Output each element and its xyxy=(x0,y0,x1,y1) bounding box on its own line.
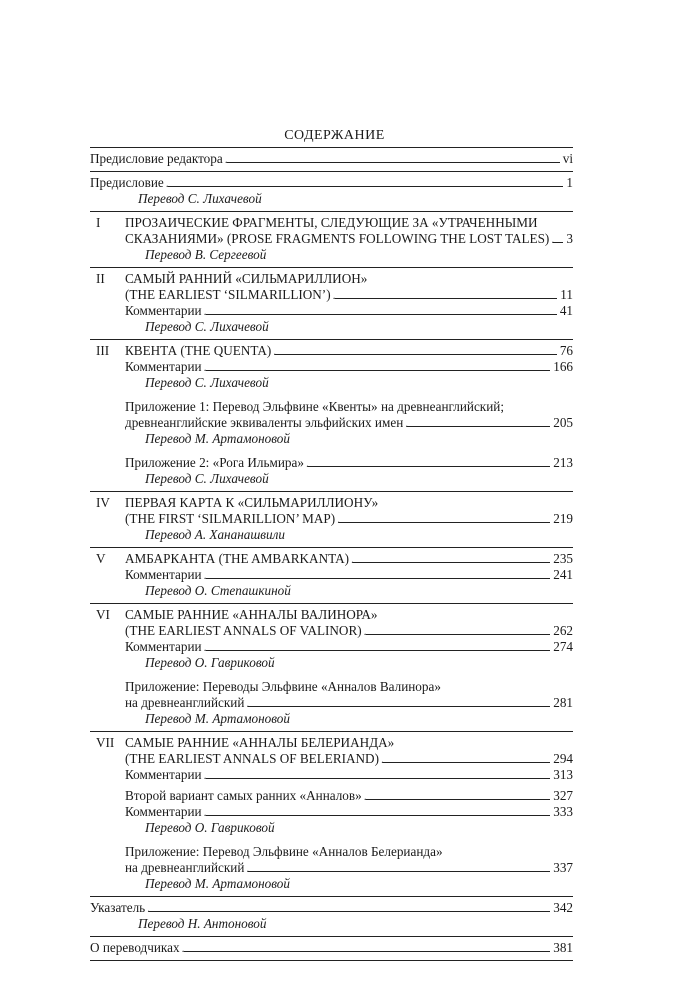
page-number: 41 xyxy=(559,303,573,318)
page-number: vi xyxy=(562,151,573,166)
appendix-title-cont: на древнеанглийский xyxy=(125,695,245,710)
section-number: I xyxy=(96,215,101,230)
dot-leader xyxy=(335,298,558,299)
page-number: 281 xyxy=(553,695,573,710)
toc-entry-translators xyxy=(90,937,573,960)
toc-section-5 xyxy=(90,548,573,603)
translator-credit: Перевод В. Сергеевой xyxy=(145,247,267,262)
dot-leader xyxy=(168,186,564,187)
section-number: VII xyxy=(96,735,115,750)
section-number: III xyxy=(96,343,110,358)
translator-credit: Перевод М. Артамоновой xyxy=(145,431,290,446)
translator-credit: Перевод С. Лихачевой xyxy=(145,319,269,334)
appendix-title-cont: на древнеанглийский xyxy=(125,860,245,875)
page-number: 333 xyxy=(553,804,573,819)
commentary-label: Комментарии xyxy=(125,567,202,582)
page-number: 76 xyxy=(559,343,573,358)
page-number: 235 xyxy=(553,551,573,566)
entry-label: Предисловие xyxy=(90,175,164,190)
dot-leader xyxy=(366,799,551,800)
section-number: IV xyxy=(96,495,110,510)
dot-leader xyxy=(206,578,551,579)
page-number: 381 xyxy=(553,940,573,955)
commentary-label: Комментарии xyxy=(125,359,202,374)
page-number: 294 xyxy=(553,751,573,766)
toc-section-6 xyxy=(90,604,573,731)
page-number: 219 xyxy=(553,511,573,526)
entry-title-cont: (THE EARLIEST ‘SILMARILLION’) xyxy=(125,287,331,302)
dot-leader xyxy=(553,242,563,243)
section-number: VI xyxy=(96,607,110,622)
dot-leader xyxy=(366,634,551,635)
page-number: 1 xyxy=(566,175,573,190)
toc-section-4 xyxy=(90,492,573,547)
page-number: 262 xyxy=(553,623,573,638)
dot-leader xyxy=(248,706,550,707)
page-number: 11 xyxy=(560,287,573,302)
dot-leader xyxy=(383,762,550,763)
entry-label: Предисловие редактора xyxy=(90,151,223,166)
page-title: СОДЕРЖАНИЕ xyxy=(284,128,385,143)
dot-leader xyxy=(227,162,560,163)
entry-title: САМЫЕ РАННИЕ «АННАЛЫ БЕЛЕРИАНДА» xyxy=(125,735,395,750)
toc-section-1 xyxy=(90,212,573,267)
page-number: 342 xyxy=(553,900,573,915)
appendix-title: Приложение 1: Перевод Эльфвине «Квенты» на древнеанглийский; xyxy=(125,399,504,414)
table-of-contents xyxy=(90,128,573,961)
toc-section-2 xyxy=(90,268,573,339)
dot-leader xyxy=(275,354,557,355)
entry-title-cont: (THE EARLIEST ANNALS OF BELERIAND) xyxy=(125,751,379,766)
toc-entry-index xyxy=(90,897,573,936)
toc-section-3 xyxy=(90,340,573,491)
page-number: 166 xyxy=(553,359,573,374)
page-number: 327 xyxy=(553,788,573,803)
dot-leader xyxy=(206,778,551,779)
page-number: 337 xyxy=(553,860,573,875)
section-number: V xyxy=(96,551,106,566)
section-number: II xyxy=(96,271,105,286)
commentary-label: Комментарии xyxy=(125,767,202,782)
appendix-title: Приложение: Переводы Эльфвине «Анналов Валинора» xyxy=(125,679,441,694)
toc-entry-preface xyxy=(90,172,573,211)
entry-label: О переводчиках xyxy=(90,940,180,955)
appendix-title: Приложение 2: «Рога Ильмира» xyxy=(125,455,304,470)
commentary-label: Комментарии xyxy=(125,303,202,318)
entry-title: САМЫЕ РАННИЕ «АННАЛЫ ВАЛИНОРА» xyxy=(125,607,378,622)
entry-title: ПРОЗАИЧЕСКИЕ ФРАГМЕНТЫ, СЛЕДУЮЩИЕ ЗА «УТРАЧЕННЫМИ xyxy=(125,215,538,230)
translator-credit: Перевод С. Лихачевой xyxy=(145,471,269,486)
translator-credit: Перевод С. Лихачевой xyxy=(145,375,269,390)
toc-section-7 xyxy=(90,732,573,896)
translator-credit: Перевод О. Гавриковой xyxy=(145,655,275,670)
translator-credit: Перевод О. Степашкиной xyxy=(145,583,291,598)
appendix-title-cont: древнеанглийские эквиваленты эльфийских имен xyxy=(125,415,404,430)
dot-leader xyxy=(308,466,550,467)
entry-label: Указатель xyxy=(90,900,146,915)
dot-leader xyxy=(407,426,550,427)
entry-title: САМЫЙ РАННИЙ «СИЛЬМАРИЛЛИОН» xyxy=(125,271,368,286)
commentary-label: Комментарии xyxy=(125,639,202,654)
page-number: 274 xyxy=(553,639,573,654)
page-number: 313 xyxy=(553,767,573,782)
translator-credit: Перевод Н. Антоновой xyxy=(138,916,267,931)
entry-title-cont: СКАЗАНИЯМИ» (PROSE FRAGMENTS FOLLOWING THE LOST TALES) xyxy=(125,231,550,246)
translator-credit: Перевод С. Лихачевой xyxy=(138,191,262,206)
entry-title: ПЕРВАЯ КАРТА К «СИЛЬМАРИЛЛИОНУ» xyxy=(125,495,379,510)
translator-credit: Перевод М. Артамоновой xyxy=(145,876,290,891)
page-number: 205 xyxy=(553,415,573,430)
page-number: 241 xyxy=(553,567,573,582)
entry-title: КВЕНТА (THE QUENTA) xyxy=(125,343,272,358)
commentary-label: Комментарии xyxy=(125,804,202,819)
entry-title-cont: (THE EARLIEST ANNALS OF VALINOR) xyxy=(125,623,362,638)
dot-leader xyxy=(206,650,551,651)
dot-leader xyxy=(206,370,551,371)
entry-title-cont: (THE FIRST ‘SILMARILLION’ MAP) xyxy=(125,511,336,526)
dot-leader xyxy=(353,562,550,563)
dot-leader xyxy=(184,951,551,952)
dot-leader xyxy=(248,871,550,872)
toc-entry-preface-editor xyxy=(90,148,573,171)
appendix-title: Приложение: Перевод Эльфвине «Анналов Белерианда» xyxy=(125,844,443,859)
dot-leader xyxy=(206,314,557,315)
translator-credit: Перевод О. Гавриковой xyxy=(145,820,275,835)
dot-leader xyxy=(339,522,550,523)
page-number: 213 xyxy=(553,455,573,470)
translator-credit: Перевод А. Хананашвили xyxy=(145,527,285,542)
second-variant-title: Второй вариант самых ранних «Анналов» xyxy=(125,788,362,803)
translator-credit: Перевод М. Артамоновой xyxy=(145,711,290,726)
divider xyxy=(90,960,573,961)
dot-leader xyxy=(149,911,550,912)
page-number: 3 xyxy=(566,231,573,246)
entry-title: АМБАРКАНТА (THE AMBARKANTA) xyxy=(125,551,350,566)
dot-leader xyxy=(206,815,551,816)
